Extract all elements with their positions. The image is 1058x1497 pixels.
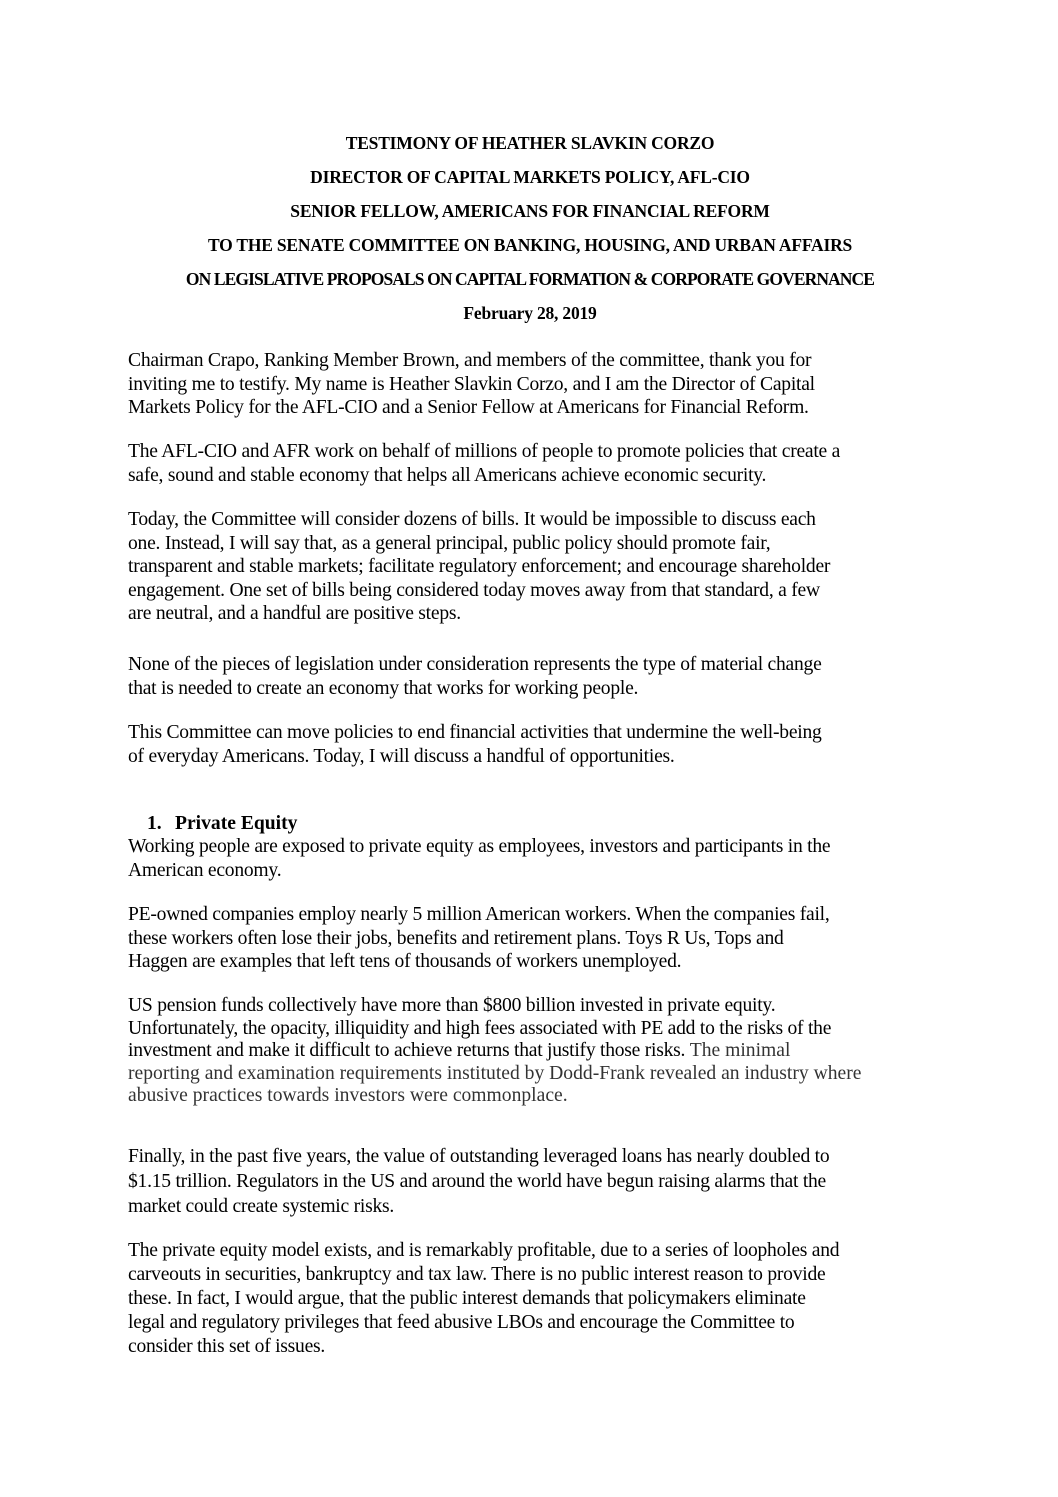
text-line: Markets Policy for the AFL-CIO and a Senior Fellow at Americans for Financial Reform. <box>128 397 809 418</box>
text-line-gray: abusive practices towards investors were commonplace. <box>128 1085 568 1106</box>
paragraph-introduction <box>128 349 938 420</box>
document-header <box>120 126 940 330</box>
text-line: that is needed to create an economy that works for working people. <box>128 677 639 699</box>
text-line: This Committee can move policies to end financial activities that undermine the well-being <box>128 722 822 743</box>
header-title-line: TO THE SENATE COMMITTEE ON BANKING, HOUSING, AND URBAN AFFAIRS <box>207 235 853 255</box>
text-line-gray: reporting and examination requirements instituted by Dodd-Frank revealed an industry where <box>128 1062 862 1084</box>
text-line: these workers often lose their jobs, benefits and retirement plans. Toys R Us, Tops and <box>128 927 784 949</box>
text-line: one. Instead, I will say that, as a general principal, public policy should promote fair, <box>128 532 771 554</box>
text-line: Unfortunately, the opacity, illiquidity and high fees associated with PE add to the risks of the <box>128 1017 832 1039</box>
text-line: carveouts in securities, bankruptcy and tax law. There is no public interest reason to provide <box>128 1264 826 1285</box>
header-date: February 28, 2019 <box>463 303 597 323</box>
text-line: Finally, in the past five years, the value of outstanding leveraged loans has nearly doubled to <box>128 1146 830 1167</box>
paragraph-pe-owned <box>128 903 938 974</box>
paragraph-committee <box>128 721 938 768</box>
text-line: consider this set of issues. <box>128 1336 326 1357</box>
section-title: Private Equity <box>175 813 298 834</box>
text-line: Working people are exposed to private equity as employees, investors and participants in the <box>128 836 831 857</box>
paragraph-leveraged-loans <box>128 1144 938 1219</box>
text-line <box>128 1040 938 1063</box>
header-title-line: SENIOR FELLOW, AMERICANS FOR FINANCIAL REFORM <box>290 201 770 221</box>
text-line: $1.15 trillion. Regulators in the US and around the world have begun raising alarms that the <box>128 1171 827 1192</box>
text-line: US pension funds collectively have more than $800 billion invested in private equity. <box>128 995 776 1016</box>
text-line: Today, the Committee will consider dozens of bills. It would be impossible to discuss each <box>128 509 816 530</box>
text-line: engagement. One set of bills being considered today moves away from that standard, a few <box>128 579 820 601</box>
paragraph-legislation <box>128 653 938 700</box>
paragraph-organizations <box>128 440 938 487</box>
text-line: Chairman Crapo, Ranking Member Brown, and members of the committee, thank you for <box>128 350 812 371</box>
text-line: safe, sound and stable economy that helps all Americans achieve economic security. <box>128 464 767 486</box>
text-line: None of the pieces of legislation under consideration represents the type of material change <box>128 654 822 675</box>
text-line: transparent and stable markets; facilitate regulatory enforcement; and encourage shareholder <box>128 556 831 577</box>
text-segment: investment and make it difficult to achieve returns that justify those risks. <box>128 1040 686 1061</box>
text-line: inviting me to testify. My name is Heather Slavkin Corzo, and I am the Director of Capital <box>128 373 815 395</box>
text-line: legal and regulatory privileges that feed abusive LBOs and encourage the Committee to <box>128 1312 795 1333</box>
header-title-line: DIRECTOR OF CAPITAL MARKETS POLICY, AFL-CIO <box>310 167 750 187</box>
text-segment-gray: The minimal <box>685 1040 791 1061</box>
text-line: are neutral, and a handful are positive steps. <box>128 603 461 624</box>
section-number: 1. <box>147 813 162 834</box>
paragraph-pe-model <box>128 1239 938 1359</box>
section-heading-private-equity <box>147 812 297 836</box>
header-title-line: TESTIMONY OF HEATHER SLAVKIN CORZO <box>345 133 715 153</box>
text-line: The AFL-CIO and AFR work on behalf of millions of people to promote policies that create a <box>128 441 841 462</box>
paragraph-bills <box>128 508 938 626</box>
text-line: The private equity model exists, and is remarkably profitable, due to a series of loopholes and <box>128 1240 840 1261</box>
paragraph-working-people <box>128 835 938 882</box>
paragraph-pension-funds <box>128 995 938 1108</box>
text-line: these. In fact, I would argue, that the public interest demands that policymakers eliminate <box>128 1288 806 1309</box>
header-title-line: ON LEGISLATIVE PROPOSALS ON CAPITAL FORMATION & CORPORATE GOVERNANCE <box>185 269 875 289</box>
text-line: PE-owned companies employ nearly 5 million American workers. When the companies fail, <box>128 904 830 925</box>
text-line: market could create systemic risks. <box>128 1196 395 1217</box>
text-line: Haggen are examples that left tens of thousands of workers unemployed. <box>128 951 682 972</box>
text-line: of everyday Americans. Today, I will discuss a handful of opportunities. <box>128 745 675 767</box>
text-line: American economy. <box>128 859 282 881</box>
